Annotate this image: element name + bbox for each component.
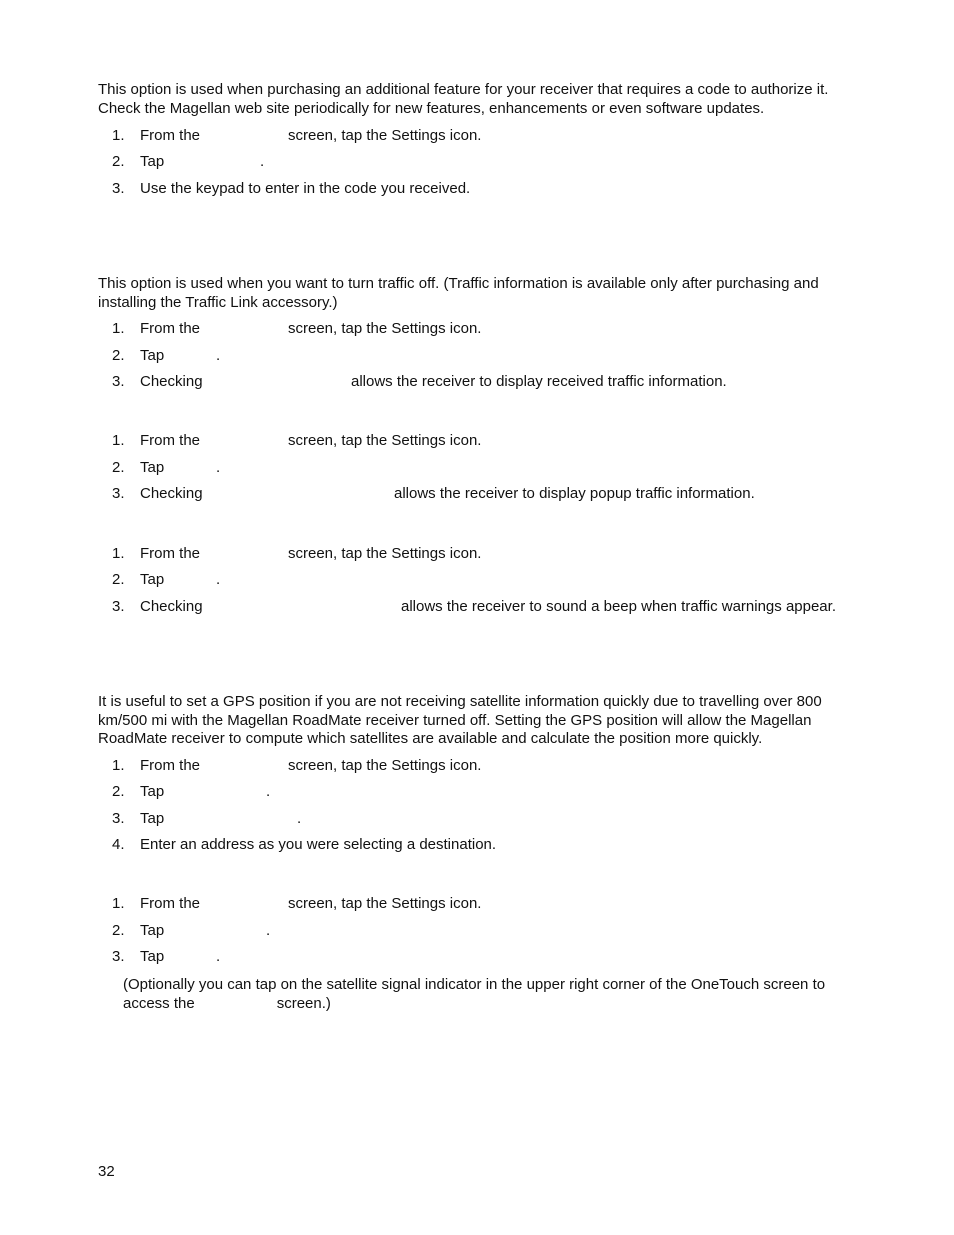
step-number: 1.	[112, 320, 125, 337]
step-text: Tap	[140, 948, 165, 965]
step-text: From the	[140, 320, 201, 337]
step-number: 2.	[112, 571, 125, 588]
step-text: Checking	[140, 598, 203, 615]
step-number: 3.	[112, 948, 125, 965]
step-text: From the	[140, 127, 201, 144]
step-text: screen, tap the Settings icon.	[288, 757, 482, 774]
step-text: Tap	[140, 783, 165, 800]
step-number: 3.	[112, 180, 125, 197]
step-text: .	[297, 810, 302, 827]
step-number: 2.	[112, 783, 125, 800]
step-text: .	[216, 459, 221, 476]
step-text: .	[266, 783, 271, 800]
step-number: 2.	[112, 922, 125, 939]
section-2-intro: This option is used when you want to turn traffic off. (Traffic information is available only after purchasing and installing the Traffic Link accessory.)	[98, 275, 819, 311]
step-number: 3.	[112, 373, 125, 390]
step-number: 3.	[112, 810, 125, 827]
step-text: From the	[140, 757, 201, 774]
step-text: allows the receiver to display received traffic information.	[351, 373, 727, 390]
step-text: Tap	[140, 347, 165, 364]
step-text: Tap	[140, 571, 165, 588]
step-text: screen, tap the Settings icon.	[288, 320, 482, 337]
step-number: 2.	[112, 347, 125, 364]
section-1-intro: This option is used when purchasing an additional feature for your receiver that requires a code to authorize it. Check the Magellan web site periodically for new features, enhancements or even software updates.	[98, 81, 829, 117]
step-number: 4.	[112, 836, 125, 853]
note-text: screen.)	[276, 995, 331, 1012]
step-number: 1.	[112, 545, 125, 562]
step-text: .	[216, 347, 221, 364]
step-number: 3.	[112, 485, 125, 502]
step-number: 2.	[112, 459, 125, 476]
step-text: Tap	[140, 810, 165, 827]
step-text: allows the receiver to display popup traffic information.	[394, 485, 755, 502]
step-number: 1.	[112, 895, 125, 912]
step-text: .	[260, 153, 265, 170]
step-text: From the	[140, 895, 201, 912]
step-number: 1.	[112, 432, 125, 449]
step-text: From the	[140, 545, 201, 562]
step-text: screen, tap the Settings icon.	[288, 127, 482, 144]
step-text: screen, tap the Settings icon.	[288, 895, 482, 912]
step-text: From the	[140, 432, 201, 449]
step-text: Checking	[140, 485, 203, 502]
step-text: Tap	[140, 153, 165, 170]
step-text: .	[266, 922, 271, 939]
step-text: allows the receiver to sound a beep when traffic warnings appear.	[401, 598, 836, 615]
step-text: .	[216, 948, 221, 965]
step-text: Tap	[140, 922, 165, 939]
section-6-note	[123, 975, 863, 1013]
note-text: (Optionally you can tap on the satellite signal indicator in the upper right corner of the OneTouch screen to access the	[123, 976, 826, 1012]
step-text: Enter an address as you were selecting a destination.	[140, 836, 497, 853]
step-number: 2.	[112, 153, 125, 170]
step-text: screen, tap the Settings icon.	[288, 545, 482, 562]
step-number: 3.	[112, 598, 125, 615]
step-text: screen, tap the Settings icon.	[288, 432, 482, 449]
step-number: 1.	[112, 127, 125, 144]
step-text: Tap	[140, 459, 165, 476]
step-text: Checking	[140, 373, 203, 390]
step-text: Use the keypad to enter in the code you received.	[140, 180, 471, 197]
step-text: .	[216, 571, 221, 588]
page-number: 32	[98, 1163, 115, 1180]
step-number: 1.	[112, 757, 125, 774]
section-5-intro: It is useful to set a GPS position if you are not receiving satellite information quickly due to travelling over 800 km/500 mi with the Magellan RoadMate receiver turned off. Setting the GPS position will allow the Magellan RoadMate receiver to compute which satellites are available and calculate the position more quickly.	[98, 693, 822, 747]
